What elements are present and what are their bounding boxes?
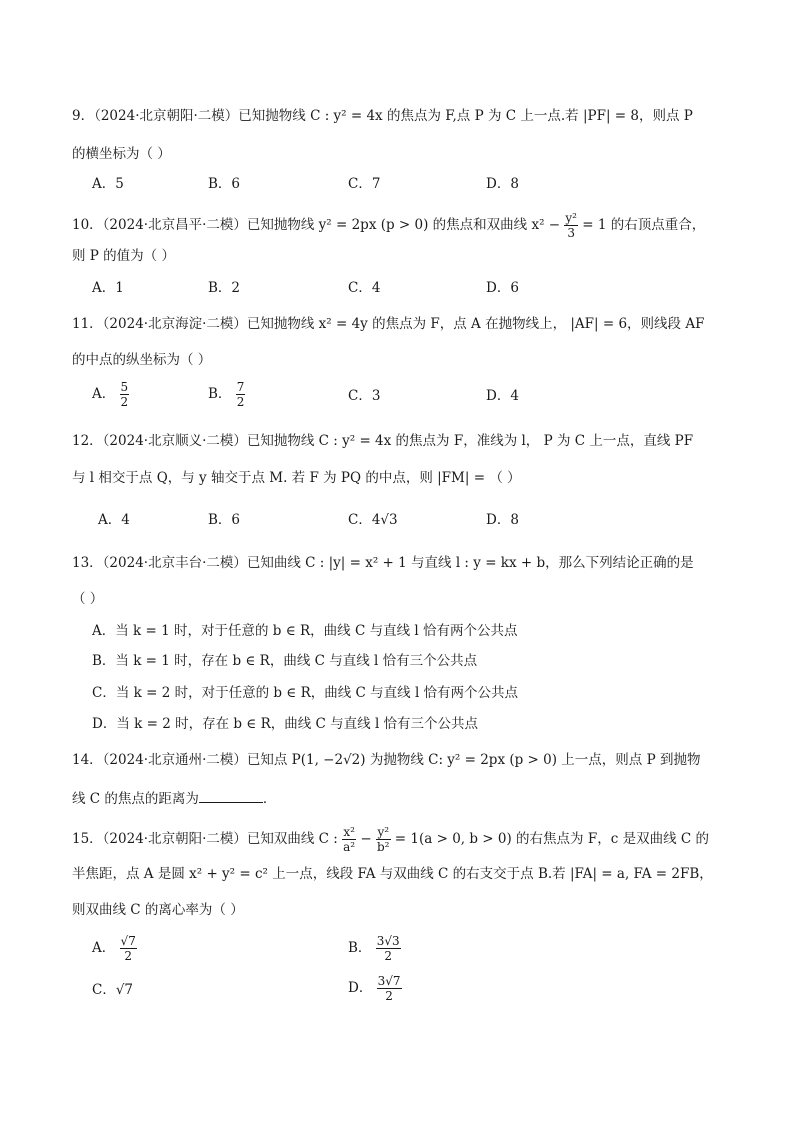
- q13-option-a: A．当 k = 1 时，对于任意的 b ∈ R，曲线 C 与直线 l 恰有两个公共点: [92, 623, 518, 639]
- q15-option-a-numerator: √7: [120, 934, 136, 948]
- q10-option-c: C．4: [348, 280, 381, 296]
- q11-option-c: C．3: [348, 388, 381, 404]
- q15-option-a-fraction: [120, 934, 137, 963]
- q11-option-a-label: A．: [92, 386, 116, 402]
- q15-option-b-denominator: 2: [384, 949, 392, 963]
- q9-option-b: B．6: [208, 176, 241, 192]
- q15-fraction-y: [376, 825, 391, 854]
- q15-stem-part2: = 1(a > 0, b > 0) 的右焦点为 F，c 是双曲线 C 的: [394, 831, 709, 847]
- q15-minus-sign: −: [360, 831, 372, 847]
- q10-stem-line2: 则 P 的值为（ ）: [72, 248, 175, 264]
- q11-option-a-numerator: 5: [120, 380, 129, 394]
- q11-option-a-denominator: 2: [120, 395, 129, 409]
- q12-option-b: B．6: [208, 512, 241, 528]
- q15-fraction-x: [342, 825, 356, 854]
- q12-option-a: A．4: [98, 512, 130, 528]
- q9-stem-line1: 9．（2024·北京朝阳·二模）已知抛物线 C : y² = 4x 的焦点为 F,点 P 为 C 上一点.若 |PF| = 8，则点 P: [72, 108, 693, 124]
- q10-fraction-denominator: 3: [567, 226, 576, 240]
- q15-stem-part1: 15．（2024·北京朝阳·二模）已知双曲线 C :: [72, 831, 338, 847]
- q11-option-b-numerator: 7: [236, 380, 245, 394]
- q10-fraction-numerator: y²: [565, 211, 577, 225]
- q15-option-b-fraction: [376, 934, 401, 963]
- q10-stem-part2: = 1 的右顶点重合，: [582, 217, 706, 233]
- q11-option-b-denominator: 2: [236, 395, 245, 409]
- q14-answer-blank[interactable]: [199, 788, 263, 803]
- q11-option-b-fraction: [236, 380, 246, 409]
- q14-stem-line2-end: ．: [262, 791, 277, 807]
- q15-option-b-label: B．: [348, 940, 372, 956]
- q11-stem-line2: 的中点的纵坐标为（ ）: [72, 352, 212, 368]
- q13-option-d: D．当 k = 2 时，存在 b ∈ R，曲线 C 与直线 l 恰有三个公共点: [92, 716, 479, 732]
- q10-stem-part1: 10．（2024·北京昌平·二模）已知抛物线 y² = 2px (p > 0) 的焦点和双曲线 x² −: [72, 217, 561, 233]
- q15-option-a-label: A．: [92, 940, 116, 956]
- q15-option-d-label: D．: [348, 980, 373, 996]
- q12-option-d: D．8: [486, 512, 519, 528]
- q13-option-b: B．当 k = 1 时，存在 b ∈ R，曲线 C 与直线 l 恰有三个公共点: [92, 653, 478, 669]
- q15-fraction-x-denominator: a²: [343, 840, 356, 854]
- q12-option-c: C．4√3: [348, 512, 398, 528]
- q15-option-a: [92, 934, 137, 963]
- q10-option-d: D．6: [486, 280, 519, 296]
- q15-option-a-denominator: 2: [124, 949, 132, 963]
- q10-fraction: [564, 211, 578, 240]
- q15-option-d-denominator: 2: [385, 989, 393, 1003]
- q15-stem-line1: [72, 825, 709, 854]
- q10-stem-line1: [72, 211, 705, 240]
- q9-stem-line2: 的横坐标为（ ）: [72, 146, 171, 162]
- q10-option-b: B．2: [208, 280, 241, 296]
- q15-fraction-x-numerator: x²: [343, 825, 355, 839]
- q9-option-c: C．7: [348, 176, 381, 192]
- q15-fraction-y-numerator: y²: [377, 825, 390, 839]
- q11-option-d: D．4: [486, 388, 519, 404]
- q15-stem-line2: 半焦距，点 A 是圆 x² + y² = c² 上一点，线段 FA 与双曲线 C 的右支交于点 B.若 |FA| = a, FA = 2FB，: [72, 866, 713, 882]
- q15-option-b-numerator: 3√3: [376, 934, 400, 948]
- q14-stem-line2-text: 线 C 的焦点的距离为: [72, 791, 199, 807]
- q14-stem-line1: 14．（2024·北京通州·二模）已知点 P(1, −2√2) 为抛物线 C: y² = 2px (p > 0) 上一点，则点 P 到抛物: [72, 752, 701, 768]
- q11-option-a-fraction: [120, 380, 130, 409]
- q15-option-b: [348, 934, 401, 963]
- q13-stem-line2: （ ）: [72, 591, 104, 607]
- q9-option-d: D．8: [486, 176, 519, 192]
- q14-stem-line2: [72, 788, 276, 809]
- q11-option-b-label: B．: [208, 386, 232, 402]
- q12-stem-line1: 12．（2024·北京顺义·二模）已知抛物线 C : y² = 4x 的焦点为 F，准线为 l， P 为 C 上一点，直线 PF: [72, 433, 694, 449]
- q15-fraction-y-denominator: b²: [377, 840, 390, 854]
- q9-option-a: A．5: [92, 176, 124, 192]
- q13-option-c: C．当 k = 2 时，对于任意的 b ∈ R，曲线 C 与直线 l 恰有两个公共点: [92, 685, 519, 701]
- q15-option-d-numerator: 3√7: [377, 974, 401, 988]
- q11-stem-line1: 11．（2024·北京海淀·二模）已知抛物线 x² = 4y 的焦点为 F，点 A 在抛物线上， |AF| = 6，则线段 AF: [72, 316, 705, 332]
- q13-stem-line1: 13．（2024·北京丰台·二模）已知曲线 C : |y| = x² + 1 与直线 l : y = kx + b，那么下列结论正确的是: [72, 555, 694, 571]
- q11-option-b: [208, 380, 245, 409]
- q15-option-c: C．√7: [92, 982, 134, 998]
- q12-stem-line2: 与 l 相交于点 Q，与 y 轴交于点 M. 若 F 为 PQ 的中点，则 |FM| = （ ）: [72, 470, 521, 486]
- q10-option-a: A．1: [92, 280, 124, 296]
- q11-option-a: [92, 380, 129, 409]
- q15-option-d: [348, 974, 402, 1003]
- q15-option-d-fraction: [377, 974, 402, 1003]
- q15-stem-line3: 则双曲线 C 的离心率为（ ）: [72, 902, 244, 918]
